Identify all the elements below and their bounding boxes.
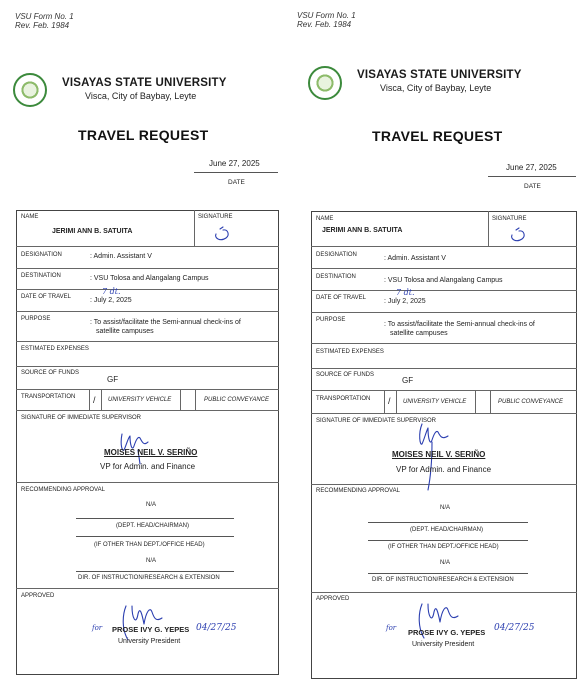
dept-head-label: (DEPT. HEAD/CHAIRMAN) <box>116 523 190 529</box>
date-label: DATE <box>524 183 541 190</box>
supervisor-position: VP for Admin. and Finance <box>100 462 196 471</box>
approver-signature-icon <box>92 600 252 642</box>
approved-label: APPROVED <box>21 593 55 599</box>
date-of-travel-value: : July 2, 2025 <box>90 297 132 304</box>
source-of-funds-value: GF <box>402 376 414 385</box>
form-revision: Rev. Feb. 1984 <box>297 20 352 29</box>
form-number: VSU Form No. 1 <box>297 11 356 20</box>
purpose-label: PURPOSE <box>21 316 51 322</box>
recommending-na-2: N/A <box>146 558 157 564</box>
recommending-approval-label: RECOMMENDING APPROVAL <box>316 488 400 494</box>
destination-label: DESTINATION <box>316 274 356 280</box>
requester-signature-icon <box>506 225 536 245</box>
university-location: Visca, City of Baybay, Leyte <box>85 91 197 101</box>
supervisor-position: VP for Admin. and Finance <box>396 465 492 474</box>
recommending-na-1: N/A <box>146 502 157 508</box>
svg-text:for: for <box>386 624 397 632</box>
transport-mark: / <box>93 395 96 405</box>
signature-label: SIGNATURE <box>198 214 233 220</box>
other-head-label: (IF OTHER THAN DEPT./OFFICE HEAD) <box>94 542 205 548</box>
date-correction-icon <box>102 286 126 302</box>
supervisor-name: MOISES NEIL V. SERIÑO <box>392 450 486 459</box>
designation-label: DESIGNATION <box>21 252 62 258</box>
date-of-travel-label: DATE OF TRAVEL <box>21 294 72 300</box>
approver-name: PROSE IVY G. YEPES <box>408 628 486 637</box>
approved-label: APPROVED <box>316 596 350 602</box>
dept-head-label: (DEPT. HEAD/CHAIRMAN) <box>410 527 484 533</box>
name-label: NAME <box>21 214 39 220</box>
supervisor-signature-label: SIGNATURE OF IMMEDIATE SUPERVISOR <box>316 418 437 424</box>
name-label: NAME <box>316 216 334 222</box>
form-number: VSU Form No. 1 <box>15 12 74 21</box>
university-seal-icon <box>308 66 342 100</box>
date-of-travel-label: DATE OF TRAVEL <box>316 295 367 301</box>
date-of-travel-value: : July 2, 2025 <box>384 298 426 305</box>
purpose-label: PURPOSE <box>316 317 346 323</box>
purpose-value-line2: satellite campuses <box>96 328 154 335</box>
transportation-label: TRANSPORTATION <box>316 396 371 402</box>
source-of-funds-value: GF <box>107 375 119 384</box>
other-head-label: (IF OTHER THAN DEPT./OFFICE HEAD) <box>388 544 499 550</box>
purpose-value-line1: : To assist/facilitate the Semi-annual check-ins of <box>90 319 241 326</box>
transport-mark: / <box>388 396 391 406</box>
svg-text:7 dt.: 7 dt. <box>396 288 415 297</box>
svg-text:7 dt.: 7 dt. <box>102 287 121 296</box>
university-location: Visca, City of Baybay, Leyte <box>380 83 492 93</box>
director-label: DIR. OF INSTRUCTION/RESEARCH & EXTENSION <box>372 577 514 583</box>
recommending-na-1: N/A <box>440 505 451 511</box>
purpose-value-line2: satellite campuses <box>390 330 448 337</box>
request-date: June 27, 2025 <box>209 159 260 168</box>
supervisor-name: MOISES NEIL V. SERIÑO <box>104 448 198 457</box>
transport-university-vehicle: UNIVERSITY VEHICLE <box>403 399 467 405</box>
university-name: VISAYAS STATE UNIVERSITY <box>62 77 227 89</box>
university-seal-icon <box>13 73 47 107</box>
signature-label: SIGNATURE <box>492 216 527 222</box>
supervisor-signature-label: SIGNATURE OF IMMEDIATE SUPERVISOR <box>21 415 142 421</box>
requester-name: JERIMI ANN B. SATUITA <box>52 228 133 235</box>
transport-public-conveyance: PUBLIC CONVEYANCE <box>204 397 270 403</box>
transport-university-vehicle: UNIVERSITY VEHICLE <box>108 397 172 403</box>
date-label: DATE <box>228 179 245 186</box>
form-title: TRAVEL REQUEST <box>78 127 209 143</box>
date-correction-icon <box>396 287 420 303</box>
recommending-na-2: N/A <box>440 560 451 566</box>
request-date: June 27, 2025 <box>506 163 557 172</box>
destination-value: : VSU Tolosa and Alangalang Campus <box>90 275 209 282</box>
university-name: VISAYAS STATE UNIVERSITY <box>357 69 522 81</box>
approver-position: University President <box>118 638 181 645</box>
purpose-value-line1: : To assist/facilitate the Semi-annual check-ins of <box>384 321 535 328</box>
requester-signature-icon <box>210 224 240 244</box>
supervisor-signature-icon <box>118 426 158 466</box>
approver-position: University President <box>412 641 475 648</box>
form-revision: Rev. Feb. 1984 <box>15 21 70 30</box>
estimated-expenses-label: ESTIMATED EXPENSES <box>21 346 89 352</box>
svg-text:for: for <box>92 624 103 632</box>
transport-public-conveyance: PUBLIC CONVEYANCE <box>498 399 564 405</box>
source-of-funds-label: SOURCE OF FUNDS <box>316 372 375 378</box>
approver-name: PROSE IVY G. YEPES <box>112 625 190 634</box>
requester-name: JERIMI ANN B. SATUITA <box>322 227 403 234</box>
svg-text:04/27/25: 04/27/25 <box>494 623 535 633</box>
designation-value: : Admin. Assistant V <box>384 255 446 262</box>
recommending-approval-label: RECOMMENDING APPROVAL <box>21 487 105 493</box>
svg-text:04/27/25: 04/27/25 <box>196 623 237 633</box>
destination-value: : VSU Tolosa and Alangalang Campus <box>384 277 503 284</box>
destination-label: DESTINATION <box>21 273 61 279</box>
source-of-funds-label: SOURCE OF FUNDS <box>21 370 80 376</box>
estimated-expenses-label: ESTIMATED EXPENSES <box>316 349 384 355</box>
designation-value: : Admin. Assistant V <box>90 253 152 260</box>
designation-label: DESIGNATION <box>316 252 357 258</box>
director-label: DIR. OF INSTRUCTION/RESEARCH & EXTENSION <box>78 575 220 581</box>
transportation-label: TRANSPORTATION <box>21 394 76 400</box>
form-title: TRAVEL REQUEST <box>372 128 503 144</box>
